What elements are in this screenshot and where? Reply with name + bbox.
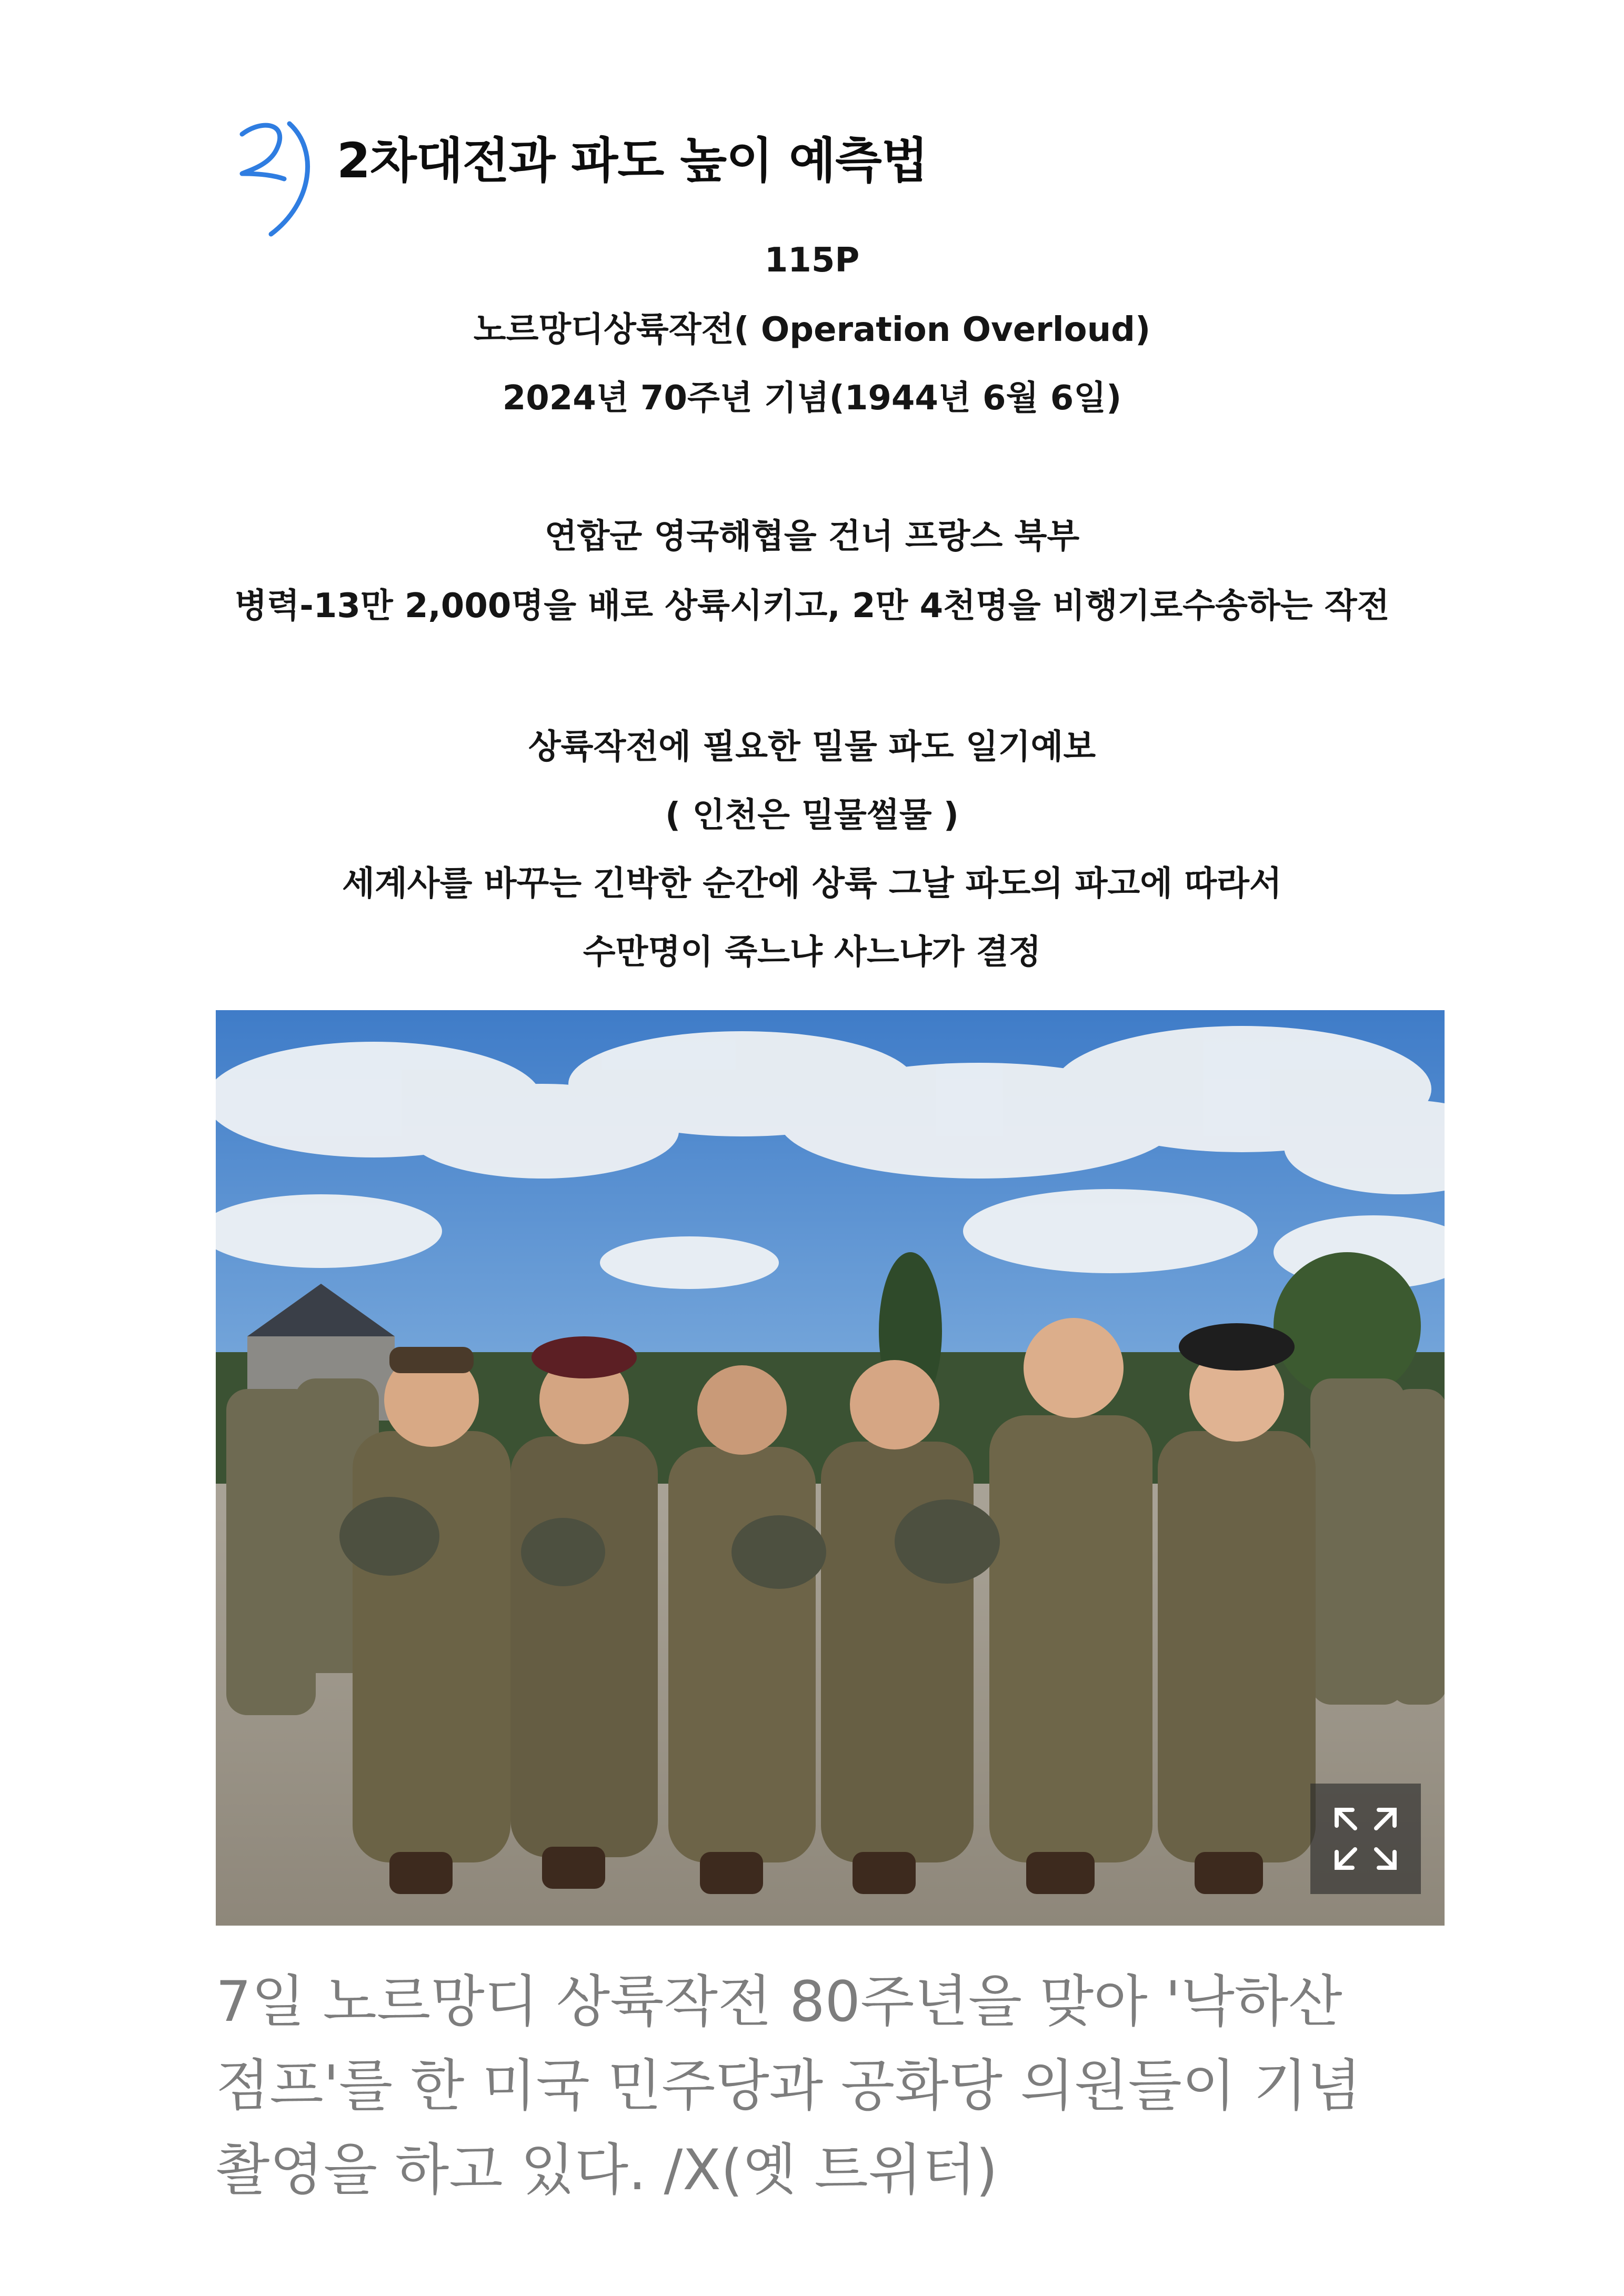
forecast-line-4: 수만명이 죽느냐 사느냐가 결정 [583, 933, 1041, 972]
handwritten-mark-icon [226, 113, 316, 250]
expand-icon [1310, 1784, 1421, 1894]
page-heading: 2차대전과 파도 높이 예측법 [337, 133, 928, 189]
photo-caption-line-1: 7일 노르망디 상륙작전 80주년을 맞아 '낙하산 [216, 1969, 1342, 2034]
forecast-line-3: 세계사를 바꾸는 긴박한 순간에 상륙 그날 파도의 파고에 따라서 [342, 864, 1282, 903]
anniversary-text: 2024년 70주년 기념(1944년 6월 6일) [502, 379, 1122, 418]
page-number: 115P [764, 241, 860, 280]
forecast-line-2: ( 인천은 밀물썰물 ) [665, 796, 959, 835]
photo-caption-line-2: 점프'를 한 미국 민주당과 공화당 의원들이 기념 [216, 2053, 1361, 2118]
forces-line-1: 연합군 영국해협을 건너 프랑스 북부 [544, 517, 1080, 556]
forecast-line-1: 상륙작전에 필요한 밀물 파도 일기예보 [528, 728, 1096, 767]
news-photo [216, 1010, 1445, 1926]
operation-name: 노르망디상륙작전( Operation Overloud) [473, 310, 1151, 349]
forces-line-2: 병력-13만 2,000명을 배로 상륙시키고, 2만 4천명을 비행기로수송하는 작전 [234, 587, 1390, 626]
expand-photo-button[interactable] [1310, 1784, 1421, 1894]
photo-caption-line-3: 촬영을 하고 있다. /X(옛 트위터) [216, 2138, 998, 2202]
